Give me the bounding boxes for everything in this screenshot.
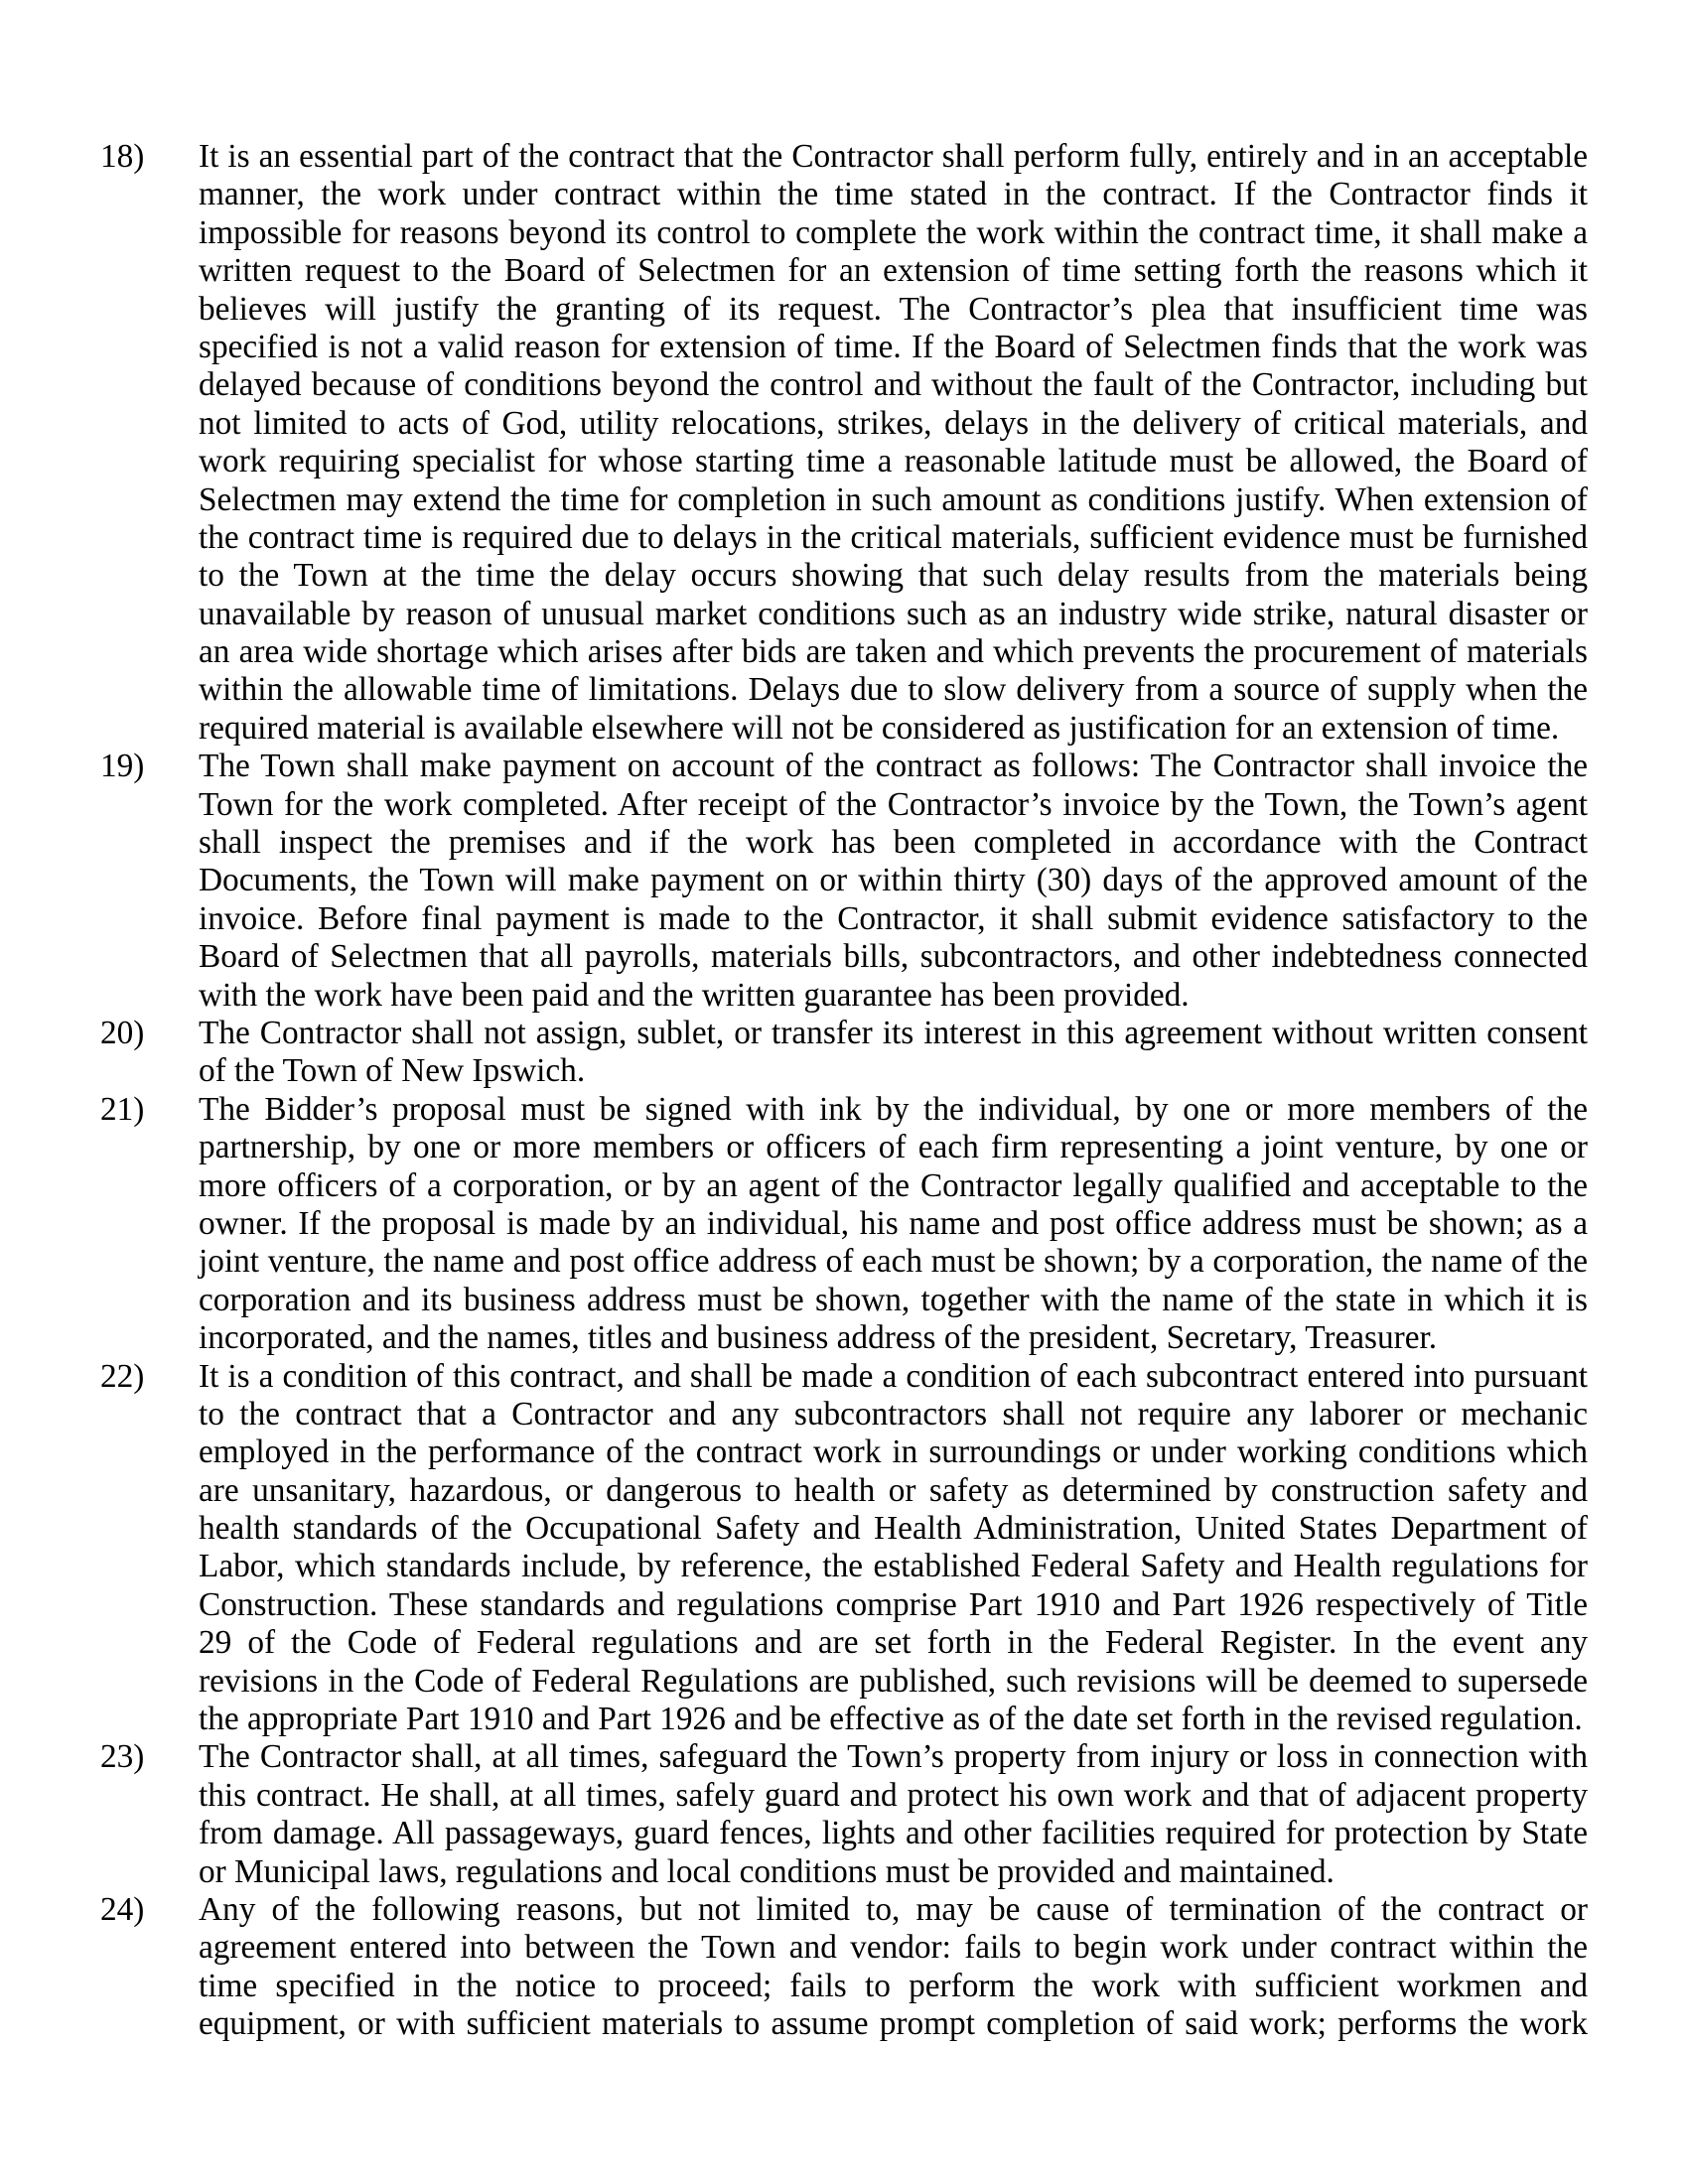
clause-text-line [199, 1586, 1588, 1624]
clause-text-line [199, 252, 1588, 290]
clause-text-line [199, 1777, 1588, 1815]
clause-text-line-content: to the contract that a Contractor and any subcontractors shall not require any laborer or mechanic [199, 1395, 1588, 1433]
clause-text-line-content: not limited to acts of God, utility relocations, strikes, delays in the delivery of critical materials, and [199, 404, 1588, 442]
clause-text-line-content: Selectmen may extend the time for completion in such amount as conditions justify. When extension of [199, 480, 1588, 518]
clause-text-line-content: The Town shall make payment on account of the contract as follows: The Contractor shall invoice the [199, 748, 1588, 785]
clause-text-line [199, 1548, 1588, 1585]
clause-text-line-content: this contract. He shall, at all times, safely guard and protect his own work and that of adjacent property [199, 1776, 1588, 1814]
clause-text-line [199, 1319, 1588, 1357]
clause-text [199, 748, 1588, 1015]
clause-text-line-content: Town for the work completed. After receipt of the Contractor’s invoice by the Town, the Town’s agent [199, 785, 1588, 823]
clause-text-line-content: The Contractor shall, at all times, safeguard the Town’s property from injury or loss in connection with [199, 1738, 1588, 1776]
clause-text-line-content: are unsanitary, hazardous, or dangerous to health or safety as determined by construction safety and [199, 1471, 1588, 1509]
clause-text-line [199, 481, 1588, 519]
clause-text-line-content: from damage. All passageways, guard fences, lights and other facilities required for protection by State [199, 1815, 1588, 1852]
clause-text-line [199, 710, 1588, 748]
clause-text-line [199, 1015, 1588, 1052]
clause-text-line [199, 1853, 1588, 1891]
clause-text-line-content: employed in the performance of the contract work in surroundings or under working conditions which [199, 1433, 1588, 1471]
clause-text-line-content: agreement entered into between the Town and vendor: fails to begin work under contract within the [199, 1929, 1588, 1967]
clause-text-line [199, 1243, 1588, 1281]
clause-text-line [199, 405, 1588, 443]
clause-text-line-content: an area wide shortage which arises after bids are taken and which prevents the procurement of materials [199, 633, 1588, 671]
clause-text-line [199, 596, 1588, 633]
clause-text-line [199, 824, 1588, 862]
clause-text-line-content: Construction. These standards and regulations comprise Part 1910 and Part 1926 respectively of Title [199, 1585, 1588, 1623]
clause-text-line-content: Board of Selectmen that all payrolls, materials bills, subcontractors, and other indebtedness connected [199, 938, 1588, 976]
clause-text-line [199, 1510, 1588, 1548]
clause-text [199, 138, 1588, 748]
clause-text-line-content: invoice. Before final payment is made to the Contractor, it shall submit evidence satisfactory to the [199, 899, 1588, 937]
clause-number: 21) [100, 1090, 145, 1128]
clause-item [0, 1738, 1688, 1891]
clause-text-line [199, 1663, 1588, 1701]
clause-text-line [199, 1929, 1588, 1967]
clause-text-line-content: the contract time is required due to delays in the critical materials, sufficient evidence must be furnished [199, 518, 1588, 556]
clause-item [0, 1358, 1688, 1739]
clause-text-line-content: corporation and its business address must be shown, together with the name of the state in which it is [199, 1281, 1588, 1318]
clause-text-line [199, 1052, 1588, 1090]
clause-item [0, 1891, 1688, 2044]
clause-text-line [199, 633, 1588, 671]
clause-text-line [199, 176, 1588, 213]
clause-text-line [199, 2005, 1588, 2043]
clause-text-line-content: written request to the Board of Selectmen for an extension of time setting forth the reasons which it [199, 252, 1588, 290]
clause-number: 19) [100, 748, 145, 785]
clause-item [0, 1091, 1688, 1358]
clause-text-line [199, 1472, 1588, 1510]
clause-item [0, 748, 1688, 1015]
clause-text-line-content: within the allowable time of limitations. Delays due to slow delivery from a source of supply when the [199, 671, 1588, 709]
clause-text-line-content: more officers of a corporation, or by an agent of the Contractor legally qualified and acceptable to the [199, 1166, 1588, 1204]
clause-text-line-content: the appropriate Part 1910 and Part 1926 and be effective as of the date set forth in the revised regulation. [199, 1701, 1583, 1738]
clause-text-line [199, 1167, 1588, 1205]
clause-text-line-content: revisions in the Code of Federal Regulations are published, such revisions will be deemed to supersede [199, 1662, 1588, 1700]
clause-text-line-content: believes will justify the granting of its request. The Contractor’s plea that insufficient time was [199, 290, 1588, 328]
clause-text-line [199, 1205, 1588, 1243]
clause-text-line [199, 1968, 1588, 2005]
clause-text-line-content: of the Town of New Ipswich. [199, 1052, 586, 1090]
clause-text-line-content: Labor, which standards include, by reference, the established Federal Safety and Health regulations for [199, 1548, 1588, 1585]
clause-item [0, 138, 1688, 748]
clause-text-line [199, 938, 1588, 976]
clause-number: 24) [100, 1890, 145, 1928]
clause-text-line [199, 214, 1588, 252]
clause-text-line-content: joint venture, the name and post office address of each must be shown; by a corporation, the name of the [199, 1243, 1588, 1281]
clause-text-line [199, 1129, 1588, 1166]
clause-text-line [199, 1738, 1588, 1776]
clause-text-line [199, 1701, 1588, 1738]
clause-text-line-content: delayed because of conditions beyond the control and without the fault of the Contractor, including but [199, 366, 1588, 404]
clause-text-line [199, 1815, 1588, 1852]
clause-text-line-content: with the work have been paid and the written guarantee has been provided. [199, 976, 1190, 1014]
clause-text-line-content: The Bidder’s proposal must be signed with ink by the individual, by one or more members of the [199, 1090, 1588, 1128]
clause-text-line [199, 786, 1588, 824]
clause-text-line-content: unavailable by reason of unusual market conditions such as an industry wide strike, natural disaster or [199, 595, 1588, 632]
clause-text-line-content: required material is available elsewhere will not be considered as justification for an extension of time. [199, 709, 1560, 747]
clause-number: 23) [100, 1738, 145, 1776]
clause-text [199, 1091, 1588, 1358]
clause-text [199, 1015, 1588, 1091]
clause-text-line-content: work requiring specialist for whose starting time a reasonable latitude must be allowed, the Board of [199, 443, 1588, 480]
clause-text-line [199, 1624, 1588, 1662]
clause-text-line-content: partnership, by one or more members or officers of each firm representing a joint venture, by one or [199, 1129, 1588, 1166]
clause-text-line [199, 443, 1588, 480]
clause-text-line-content: health standards of the Occupational Safety and Health Administration, United States Department of [199, 1510, 1588, 1548]
clause-text-line-content: impossible for reasons beyond its control to complete the work within the contract time, it shall make a [199, 213, 1588, 251]
clause-text-line [199, 1358, 1588, 1396]
clause-text-line-content: owner. If the proposal is made by an individual, his name and post office address must be shown; as a [199, 1204, 1588, 1242]
clause-text-line-content: equipment, or with sufficient materials to assume prompt completion of said work; performs the work [199, 2005, 1588, 2043]
clause-text-line [199, 1891, 1588, 1929]
clause-text-line-content: Any of the following reasons, but not limited to, may be cause of termination of the contract or [199, 1890, 1588, 1928]
clause-text-line-content: Documents, the Town will make payment on or within thirty (30) days of the approved amount of the [199, 862, 1588, 899]
clause-text-line-content: manner, the work under contract within the time stated in the contract. If the Contractor finds it [199, 176, 1588, 213]
clause-number: 20) [100, 1014, 145, 1051]
clause-text-line-content: It is an essential part of the contract that the Contractor shall perform fully, entirely and in an acceptable [199, 138, 1588, 175]
clause-text-line [199, 671, 1588, 709]
clause-text-line [199, 1396, 1588, 1433]
clause-number: 18) [100, 138, 145, 175]
clause-text-line [199, 1433, 1588, 1471]
clause-text [199, 1738, 1588, 1891]
clause-text-line-content: specified is not a valid reason for extension of time. If the Board of Selectmen finds that the work was [199, 328, 1588, 365]
clause-text-line [199, 748, 1588, 785]
numbered-clause-list [0, 138, 1688, 2044]
clause-text-line [199, 329, 1588, 366]
clause-text [199, 1891, 1588, 2044]
clause-text-line [199, 291, 1588, 329]
clause-text-line-content: or Municipal laws, regulations and local conditions must be provided and maintained. [199, 1852, 1335, 1890]
clause-text-line-content: to the Town at the time the delay occurs showing that such delay results from the materials being [199, 557, 1588, 595]
clause-text-line [199, 862, 1588, 899]
clause-text-line [199, 366, 1588, 404]
clause-text-line-content: The Contractor shall not assign, sublet, or transfer its interest in this agreement without written consent [199, 1014, 1588, 1051]
clause-text-line-content: shall inspect the premises and if the work has been completed in accordance with the Contract [199, 824, 1588, 862]
clause-item [0, 1015, 1688, 1091]
clause-text-line [199, 977, 1588, 1015]
clause-text-line-content: time specified in the notice to proceed; fails to perform the work with sufficient workmen and [199, 1967, 1588, 2004]
clause-number: 22) [100, 1357, 145, 1395]
clause-text-line [199, 1091, 1588, 1129]
clause-text-line-content: It is a condition of this contract, and shall be made a condition of each subcontract entered into pursuant [199, 1357, 1588, 1395]
clause-text-line [199, 557, 1588, 595]
clause-text [199, 1358, 1588, 1739]
clause-text-line [199, 519, 1588, 557]
clause-text-line [199, 900, 1588, 938]
clause-text-line-content: 29 of the Code of Federal regulations and are set forth in the Federal Register. In the event any [199, 1624, 1588, 1662]
clause-text-line [199, 138, 1588, 176]
clause-text-line-content: incorporated, and the names, titles and business address of the president, Secretary, Treasurer. [199, 1319, 1438, 1357]
clause-text-line [199, 1282, 1588, 1319]
